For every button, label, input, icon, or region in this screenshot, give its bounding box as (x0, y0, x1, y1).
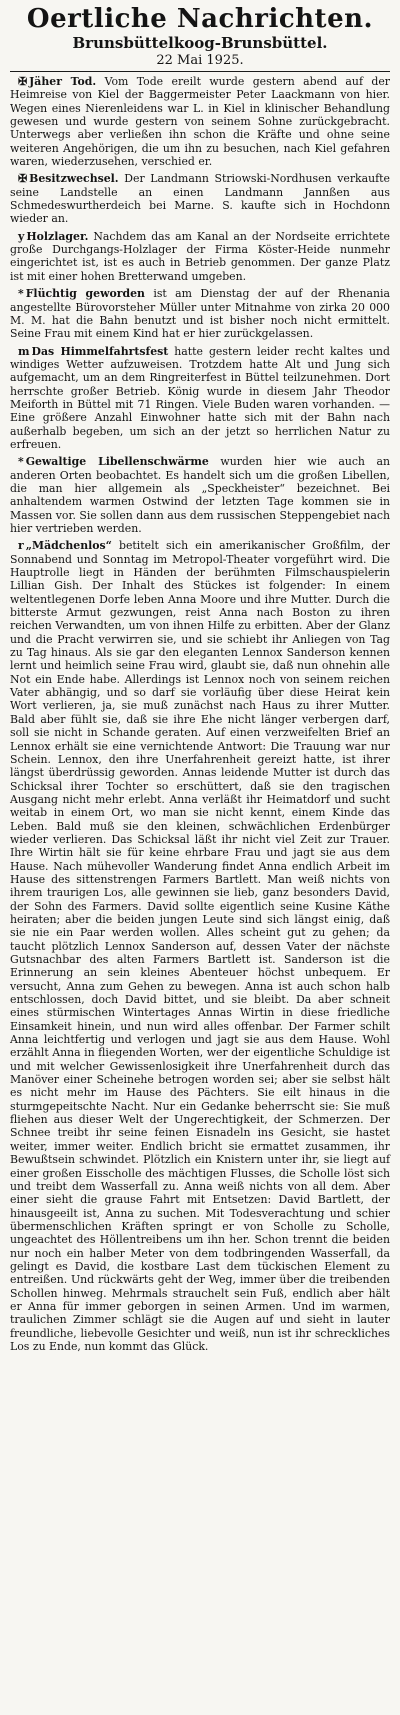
article-symbol: r (18, 539, 24, 553)
section-subhead: Brunsbüttelkoog-Brunsbüttel. (72, 34, 328, 52)
dateline: 22 Mai 1925. (156, 53, 244, 68)
article-jaeher-tod (10, 75, 390, 168)
article-body: ist am Dienstag der auf der Rhenania angestellte Bürovorsteher Müller unter Mitnahme von zirka 20 000 M. M. hat die Bahn benutzt und ist bisher noch nicht ermittelt. Seine Frau mit einem Kind hat er hier zurückgelassen. (10, 287, 391, 341)
article-symbol: m (18, 344, 30, 358)
article-body: hatte gestern leider recht kaltes und windiges Wetter aufzuweisen. Trotzdem hatte Alt und Jung sich aufgemacht, um an dem Ringreiterfest in Büttel teilzunehmen. Dort herrschte großer Betrieb. König wurde in diesem Jahr Theodor Meiforth in Büttel mit 71 Ringen. Viele Buden waren vorhanden. — Eine größere Anzahl Einwohner hatte sich mit der Bahn nach außerhalb begeben, um sich an der jetzt so herrlichen Natur zu erfreuen. (10, 344, 390, 451)
article-headline: Holzlager. (26, 229, 89, 243)
article-headline: „Mädchenlos“ (25, 539, 112, 553)
section-masthead: Oertliche Nachrichten. (26, 4, 374, 34)
article-libellenschwaerme (10, 455, 390, 535)
article-body: betitelt sich ein amerikanischer Großfilm, der Sonnabend und Sonntag im Metropol-Theater vorgeführt wird. Die Hauptrolle liegt in Händen der berühmten Filmschauspielerin Lillian Gish. Der Inhalt des Stückes ist folgender: In einem weltentlegenen Dorfe leben Anna Moore und ihre Mutter. Durch die bitterste Armut gezwungen, reist Anna nach Boston zu ihren reichen Verwandten, um von ihnen Hilfe zu erbitten. Aber der Glanz und die Pracht verwirren sie, und sie schiebt ihr Anliegen von Tag zu Tag hinaus. Als sie gar den eleganten Lennox Sanderson kennen lernt und heimlich seine Frau wird, glaubt sie, daß nun ohnehin alle Not ein Ende habe. Allerdings ist Lennox noch von seinem reichen Vater abhängig, und so darf sie vorläufig über diese Heirat kein Wort verlieren, ja, sie muß zunächst nach Haus zu ihrer Mutter. Bald aber fühlt sie, daß sie ihre Ehe nicht länger verbergen darf, soll sie nicht in Schande geraten. Auf einen verzweifelten Brief an Lennox erhält sie eine vernichtende Antwort: Die Trauung war nur Schein. Lennox, den ihre Unerfahrenheit gereizt hatte, ist ihrer längst überdrüssig geworden. Annas leidende Mutter ist durch das Schicksal ihrer Tochter so erschüttert, daß sie den tragischen Ausgang nicht mehr erlebt. Anna verläßt ihr Heimatdorf und sucht weitab in einem Ort, wo man sie nicht kennt, einem Kinde das Leben. Bald muß sie den kleinen, schwächlichen Erdenbürger wieder verlieren. Das Schicksal läßt ihr nicht viel Zeit zur Trauer. Ihre Wirtin hält sie für keine ehrbare Frau und jagt sie aus dem Hause. Nach mühevoller Wanderung findet Anna endlich Arbeit im Hause des sittenstrengen Farmers Bartlett. Man weiß nichts von ihrem traurigen Los, alle gewinnen sie lieb, ganz besonders David, der Sohn des Farmers. David sollte eigentlich seine Kusine Käthe heiraten; aber die beiden jungen Leute sind sich längst einig, daß sie nie ein Paar werden wollen. Alles scheint gut zu gehen; da taucht plötzlich Lennox Sanderson auf, dessen Vater der nächste Gutsnachbar des alten Farmers Bartlett ist. Sanderson ist die Erinnerung an sein kleines Abenteuer höchst unbequem. Er versucht, Anna zum Gehen zu bewegen. Anna ist auch schon halb entschlossen, doch David bittet, und sie bleibt. Da aber schneit eines stürmischen Wintertages Annas Wirtin in diese friedliche Einsamkeit hinein, und nun wird alles offenbar. Der Farmer schilt Anna leichtfertig und verlogen und jagt sie aus dem Hause. Wohl erzählt Anna in fliegenden Worten, wer der eigentliche Schuldige ist und mit welcher Gewissenlosigkeit ihre Unerfahrenheit durch das Manöver einer Scheinehe betrogen worden sei; aber sie selbst hält es nicht mehr im Hause des Pächters. Sie eilt hinaus in die sturmgepeitschte Nacht. Nur ein Gedanke beherrscht sie: Sie muß fliehen aus dieser Welt der Ungerechtigkeit, der Schmerzen. Der Schnee treibt ihr seine feinen Eisnadeln ins Gesicht, sie hastet weiter, immer weiter. Endlich bricht sie ermattet zusammen, ihr Bewußtsein schwindet. Plötzlich ein Knistern unter ihr, sie liegt auf einer großen Eisscholle des mächtigen Flusses, die Scholle löst sich und treibt dem Wasserfall zu. Anna weiß nichts von all dem. Aber einer sieht die grause Fahrt mit Entsetzen: David Bartlett, der hinausgeeilt ist, Anna zu suchen. Mit Todesverachtung und schier übermenschlichen Kräften springt er von Scholle zu Scholle, ungeachtet des Höllentreibens um ihn her. Schon trennt die beiden nur noch ein halber Meter von dem todbringenden Wasserfall, da gelingt es David, die kostbare Last dem tückischen Element zu entreißen. Und rückwärts geht der Weg, immer über die treibenden Schollen hinweg. Mehrmals strauchelt sein Fuß, endlich aber hält er Anna für immer geborgen in seinen Armen. Und im warmen, traulichen Zimmer schlägt sie die Augen auf und sieht in lauter freundliche, liebevolle Gesichter und weiß, nun ist ihr schreckliches Los zu Ende, nun kommt das Glück. (10, 539, 390, 1353)
article-headline: Besitzwechsel. (29, 172, 119, 186)
article-headline: Gewaltige Libellenschwärme (25, 455, 209, 469)
article-himmelfahrtsfest (10, 345, 390, 452)
article-symbol: ✠ (18, 172, 28, 186)
article-holzlager (10, 230, 390, 283)
article-headline: Jäher Tod. (29, 75, 97, 88)
article-symbol: * (18, 287, 24, 301)
article-besitzwechsel (10, 172, 390, 225)
article-maedchenlos (10, 539, 390, 1353)
article-headline: Das Himmelfahrtsfest (31, 344, 169, 358)
article-fluechtig (10, 287, 390, 340)
newspaper-page (10, 0, 390, 1353)
article-body: wurden hier wie auch an anderen Orten beobachtet. Es handelt sich um die großen Libellen, die man hier allgemein als „Speckheister“ bezeichnet. Bei anhaltendem warmen Ostwind der letzten Tage kommen sie in Massen vor. Sie sollen dann aus dem russischen Steppengebiet nach hier vertrieben werden. (10, 455, 390, 535)
article-body: Der Landmann Striowski-Nordhusen verkaufte seine Landstelle an einen Landmann Jannßen aus Schmedeswurtherdeich bei Marne. S. kaufte sich in Hochdonn wieder an. (10, 172, 391, 226)
article-body: Vom Tode ereilt wurde gestern abend auf der Heimreise von Kiel der Baggermeister Peter Laackmann von hier. Wegen eines Nierenleidens war L. in Kiel in klinischer Behandlung gewesen und wurde gestern von seinem Sohne zurückgebracht. Unterwegs aber verließen ihn schon die Kräfte und ohne seine weiteren Angehörigen, die um ihn zu besuchen, nach Kiel gefahren waren, wiederzusehen, verschied er. (10, 75, 390, 169)
article-symbol: ✠ (18, 75, 28, 88)
article-symbol: y (18, 229, 25, 243)
divider (10, 71, 390, 72)
article-symbol: * (18, 455, 24, 469)
article-headline: Flüchtig geworden (25, 287, 145, 301)
article-body: Nachdem das am Kanal an der Nordseite errichtete große Durchgangs-Holzlager der Firma Köster-Heide nunmehr eingerichtet ist, ist es auch in Betrieb genommen. Der ganze Platz ist mit einer hohen Bretterwand umgeben. (10, 229, 390, 283)
